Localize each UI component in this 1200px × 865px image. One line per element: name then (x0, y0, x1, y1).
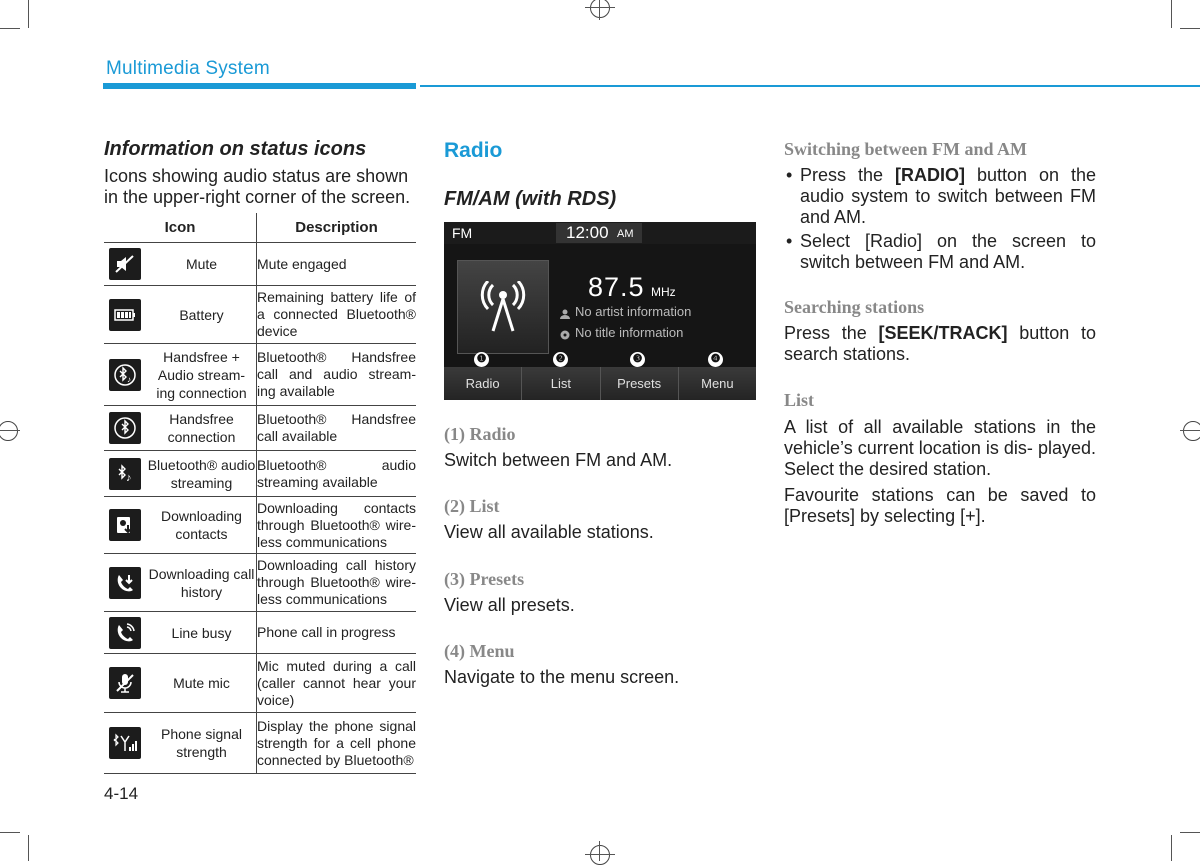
list-text: A list of all available stations in the vehicle’s current location is dis- played. Select the desired station. (784, 417, 1096, 479)
battery-icon (109, 299, 141, 331)
screen-status-bar (444, 222, 756, 244)
item-text-presets: View all presets. (444, 595, 575, 615)
text-fragment: Press the (784, 323, 879, 343)
crop-mark (1180, 832, 1200, 833)
band-label: FM (452, 225, 473, 241)
phone-busy-icon (109, 617, 141, 649)
crop-mark (28, 835, 29, 861)
clock-time: 12:00 (566, 223, 609, 242)
header-rule (420, 85, 1200, 87)
seek-track-key-label: [SEEK/TRACK] (878, 323, 1008, 343)
crop-mark (0, 430, 20, 431)
table-row (104, 654, 416, 713)
table-row (104, 451, 416, 497)
marker-4: ❹ (708, 352, 723, 367)
marker-2: ❷ (553, 352, 568, 367)
icon-description: Remaining battery life of a connected Bluetooth® device (257, 286, 417, 344)
icon-label: Handsfree connection (167, 411, 236, 445)
item-text-radio: Switch between FM and AM. (444, 450, 673, 470)
registration-mark (590, 0, 610, 18)
icon-label: Downloading contacts (161, 508, 242, 542)
clock-ampm: AM (617, 228, 634, 240)
crop-mark (0, 832, 20, 833)
icon-label: Battery (179, 306, 224, 323)
clock-box (556, 223, 642, 243)
signal-strength-icon (109, 727, 141, 759)
column-header-icon: Icon (104, 213, 257, 243)
registration-mark (590, 845, 610, 865)
presets-button[interactable]: Presets (601, 367, 679, 400)
album-art (457, 260, 549, 354)
icon-description: Mute engaged (257, 243, 417, 286)
person-icon (560, 306, 570, 316)
radio-screen (444, 222, 756, 400)
download-contacts-icon (109, 509, 141, 541)
icon-label: Mute mic (173, 675, 230, 691)
bullet-select-radio: Select [Radio] on the screen to switch between FM and AM. (800, 231, 1096, 272)
crop-mark (1171, 835, 1172, 861)
bluetooth-handsfree-icon (109, 412, 141, 444)
icon-label: Downloading call history (148, 565, 255, 600)
crop-mark (599, 841, 600, 861)
icon-label: Mute (185, 256, 218, 272)
icon-description: Downloading call history through Bluetooth® wire- less communications (257, 554, 417, 612)
icon-description: Mic muted during a call (caller cannot hear your voice) (257, 654, 417, 713)
search-heading: Searching stations (784, 297, 925, 317)
crop-mark (28, 0, 29, 28)
bluetooth-audio-icon (109, 458, 141, 490)
marker-3: ❸ (630, 352, 645, 367)
icon-description: Display the phone signal strength for a cell phone connected by Bluetooth® (257, 713, 417, 774)
crop-mark (585, 854, 615, 855)
icon-description: Bluetooth® audio streaming available (257, 451, 417, 497)
switch-heading: Switching between FM and AM (784, 139, 1027, 159)
item-heading-radio: (1) Radio (444, 424, 516, 444)
status-icons-table (104, 213, 416, 774)
frequency: 87.5 (588, 272, 645, 302)
icon-description: Downloading contacts through Bluetooth® wire- less communications (257, 497, 417, 554)
mute-mic-icon (109, 667, 141, 699)
favourites-text: Favourite stations can be saved to [Presets] by selecting [+]. (784, 485, 1096, 526)
table-row (104, 406, 416, 451)
item-text-list: View all available stations. (444, 522, 654, 542)
registration-mark (1183, 421, 1200, 441)
list-button[interactable]: List (522, 367, 600, 400)
crop-mark (599, 0, 600, 20)
bullet-dot: • (786, 165, 793, 185)
table-row (104, 713, 416, 774)
status-icons-heading: Information on status icons (104, 138, 367, 160)
status-icons-intro: Icons showing audio status are shown in the upper-right corner of the screen. (104, 166, 411, 207)
svg-text:♪: ♪ (127, 374, 131, 384)
table-row (104, 554, 416, 612)
icon-label: Line busy (171, 624, 232, 641)
item-heading-menu: (4) Menu (444, 641, 515, 661)
header-bar (103, 83, 416, 89)
page-number: 4-14 (104, 784, 139, 803)
table-row (104, 243, 416, 286)
icon-label: Phone signal strength (161, 726, 242, 760)
crop-mark (1180, 28, 1200, 29)
text-fragment: button on the audio system to switch between FM and AM. (800, 165, 1096, 227)
item-heading-list: (2) List (444, 496, 500, 516)
icon-label: Handsfree + Audio stream- ing connection (156, 348, 247, 401)
item-heading-presets: (3) Presets (444, 569, 525, 589)
radio-heading: Radio (444, 139, 503, 162)
search-text (784, 323, 1096, 365)
radio-button[interactable]: Radio (444, 367, 522, 400)
radio-key-label: [RADIO] (894, 165, 965, 185)
crop-mark (0, 28, 20, 29)
item-text-menu: Navigate to the menu screen. (444, 667, 680, 687)
text-fragment: button to search stations. (784, 323, 1096, 364)
registration-mark (0, 421, 18, 441)
table-header-row (104, 213, 416, 243)
table-row (104, 612, 416, 654)
screen-button-bar (444, 367, 756, 400)
icon-description: Bluetooth® Handsfree call available (257, 406, 417, 451)
icon-description: Bluetooth® Handsfree call and audio stream- ing available (257, 344, 417, 406)
bullet-dot: • (786, 231, 793, 251)
menu-button[interactable]: Menu (679, 367, 756, 400)
song-icon (560, 327, 570, 337)
marker-1: ❶ (474, 352, 489, 367)
table-row (104, 344, 416, 406)
section-title: Multimedia System (106, 58, 270, 79)
bluetooth-audio-handsfree-icon (109, 359, 141, 391)
bullet-radio-button (800, 165, 1096, 228)
crop-mark (1180, 430, 1200, 431)
download-call-history-icon (109, 567, 141, 599)
list-heading: List (784, 390, 815, 410)
frequency-unit: MHz (651, 285, 676, 299)
icon-description: Phone call in progress (257, 612, 417, 654)
fm-am-subheading: FM/AM (with RDS) (444, 188, 617, 210)
artist-info: No artist information (575, 304, 692, 319)
crop-mark (1171, 0, 1172, 28)
column-header-description: Description (257, 213, 417, 243)
text-fragment: Press the (800, 165, 895, 185)
icon-label: Bluetooth® audio streaming (147, 456, 256, 491)
table-row (104, 497, 416, 554)
table-row (104, 286, 416, 344)
broadcast-tower-icon (479, 281, 527, 333)
mute-icon (109, 248, 141, 280)
crop-mark (585, 7, 615, 8)
title-info: No title information (575, 325, 684, 340)
svg-text:♪: ♪ (126, 471, 132, 484)
